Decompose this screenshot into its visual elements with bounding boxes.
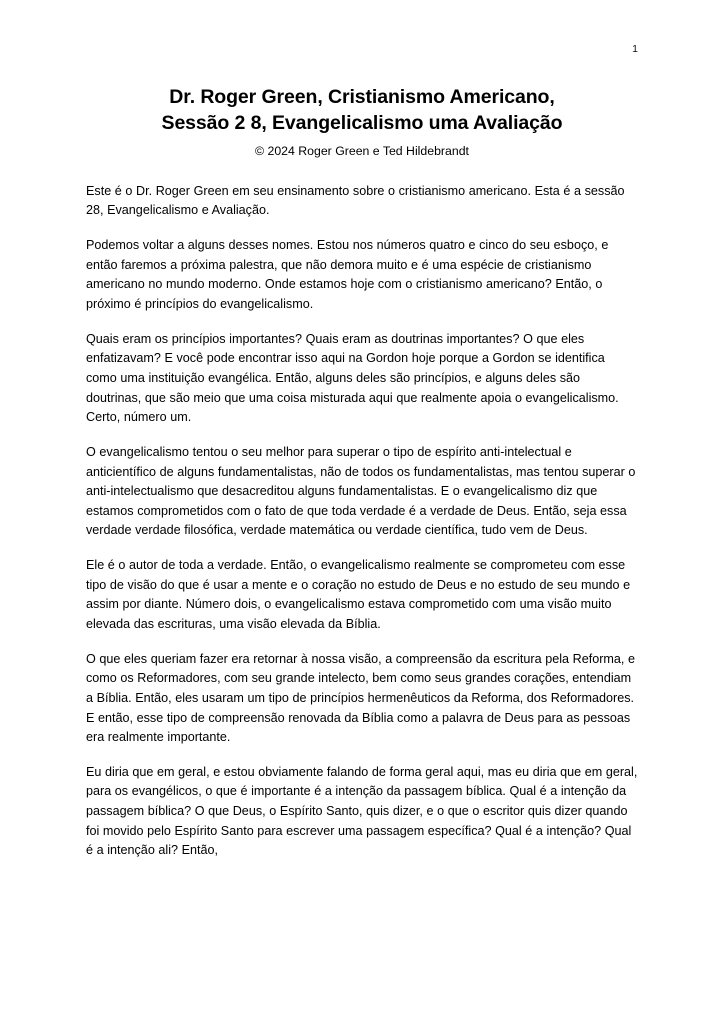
title-line-2: Sessão 2 8, Evangelicalismo uma Avaliação	[161, 112, 563, 135]
paragraph: O que eles queriam fazer era retornar à nossa visão, a compreensão da escritura pela Reforma, e como os Reformadores, com seu grande intelecto, bem como seus grandes corações, entendiam a Bíblia. Então, eles usaram um tipo de princípios hermenêuticos da Reforma, dos Reformadores. E então, esse tipo de compreensão renovada da Bíblia como a palavra de Deus para as pessoas era realmente importante.	[86, 651, 636, 745]
body-text	[86, 182, 638, 861]
copyright-line: © 2024 Roger Green e Ted Hildebrandt	[255, 143, 469, 158]
document-content	[86, 84, 638, 861]
page-title	[86, 84, 638, 137]
paragraph: Ele é o autor de toda a verdade. Então, o evangelicalismo realmente se comprometeu com esse tipo de visão do que é usar a mente e o coração no estudo de Deus e no estudo de seu mundo e assim por diante. Número dois, o evangelicalismo estava comprometido com uma visão muito elevada das escrituras, uma visão elevada da Bíblia.	[86, 558, 631, 631]
paragraph: Este é o Dr. Roger Green em seu ensinamento sobre o cristianismo americano. Esta é a sessão 28, Evangelicalismo e Avaliação.	[86, 183, 625, 218]
paragraph: Eu diria que em geral, e estou obviamente falando de forma geral aqui, mas eu diria que em geral, para os evangélicos, o que é importante é a intenção da passagem bíblica. Qual é a intenção da passagem bíblica? O que Deus, o Espírito Santo, quis dizer, e o que o escritor quis dizer quando foi movido pelo Espírito Santo para escrever uma passagem específica? Qual é a intenção? Qual é a intenção ali? Então,	[86, 764, 638, 858]
page-number: 1	[632, 43, 638, 55]
paragraph: Podemos voltar a alguns desses nomes. Estou nos números quatro e cinco do seu esboço, e então faremos a próxima palestra, que não demora muito e é uma espécie de cristianismo americano no mundo moderno. Onde estamos hoje com o cristianismo americano? Então, o próximo é princípios do evangelicalismo.	[86, 238, 609, 312]
paragraph: O evangelicalismo tentou o seu melhor para superar o tipo de espírito anti-intelectual e anticientífico de alguns fundamentalistas, não de todos os fundamentalistas, mas tentou superar o anti-intelectualismo que desacreditou alguns fundamentalistas. E o evangelicalismo diz que estamos comprometidos com o fato de que toda verdade é a verdade de Deus. Então, seja essa verdade verdade filosófica, verdade matemática ou verdade científica, tudo vem de Deus.	[86, 444, 636, 538]
title-line-1: Dr. Roger Green, Cristianismo Americano,	[169, 86, 555, 108]
paragraph: Quais eram os princípios importantes? Quais eram as doutrinas importantes? O que eles enfatizavam? E você pode encontrar isso aqui na Gordon hoje porque a Gordon se identifica como uma instituição evangélica. Então, alguns deles são princípios, e alguns deles são doutrinas, que são meio que uma coisa misturada aqui que realmente apoia o evangelicalismo. Certo, número um.	[86, 331, 619, 425]
